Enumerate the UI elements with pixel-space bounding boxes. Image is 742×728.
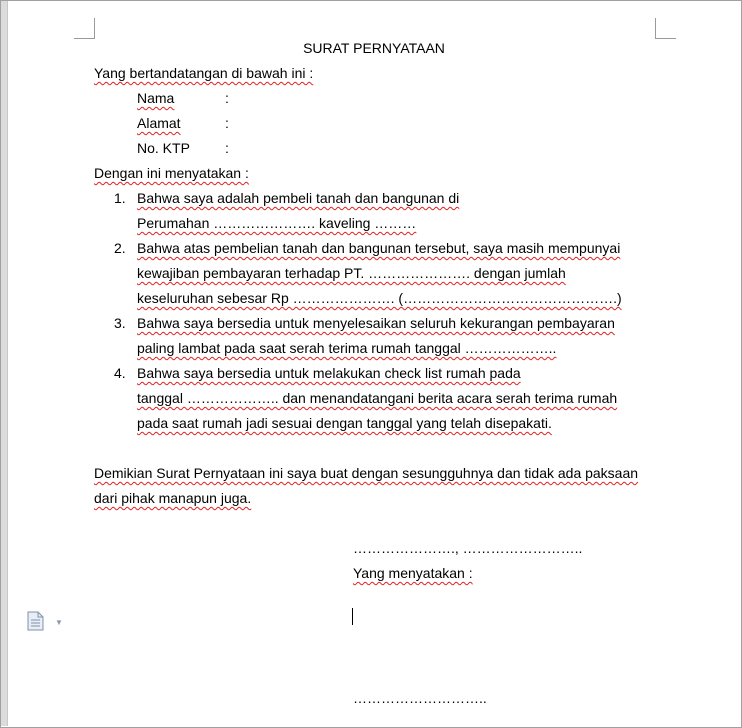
document-page[interactable] — [94, 36, 654, 711]
field-nama: Nama : — [94, 86, 654, 111]
declare-text: Dengan ini menyatakan : — [94, 165, 249, 181]
left-margin-bar — [1, 1, 8, 726]
margin-corner-top-left — [74, 18, 95, 39]
paste-options-icon[interactable] — [27, 611, 45, 631]
field-ktp: No. KTP : — [94, 136, 654, 161]
closing-line-2: dari pihak manapun juga. — [94, 490, 252, 506]
text-cursor — [352, 608, 353, 625]
margin-corner-top-right — [655, 18, 676, 39]
field-label: Alamat — [137, 115, 181, 131]
field-alamat: Alamat : — [94, 111, 654, 136]
dropdown-arrow-icon[interactable]: ▼ — [55, 618, 63, 627]
place-date: …………………., …………………….. — [353, 540, 583, 556]
signer-label: Yang menyatakan : — [353, 565, 473, 581]
list-item-3: 3. Bahwa saya bersedia untuk menyelesaikan seluruh kekurangan pembayaran paling lambat pada saat serah terima rumah tanggal ……………….. — [114, 315, 615, 356]
list-item-4: 4. Bahwa saya bersedia untuk melakukan check list rumah pada tanggal ……………….. dan menandatangani berita acara serah terima rumah pada saat rumah jadi sesuai dengan tanggal yang telah disepakati. — [114, 365, 618, 431]
field-label: No. KTP — [137, 140, 190, 156]
field-label: Nama — [137, 90, 175, 106]
list-item-2: 2. Bahwa atas pembelian tanah dan bangunan tersebut, saya masih mempunyai kewajiban pembayaran terhadap PT. …………………. dengan jumlah keseluruhan sebesar Rp …………………. (……………………………………….) — [114, 240, 622, 306]
doc-title: SURAT PERNYATAAN — [303, 40, 445, 56]
intro-text: Yang bertandatangan di bawah ini : — [94, 65, 314, 81]
signature-line: ……………………….. — [353, 690, 487, 706]
closing-line-1: Demikian Surat Pernyataan ini saya buat dengan sesungguhnya dan tidak ada paksaan — [94, 465, 639, 481]
list-item-1: 1. Bahwa saya adalah pembeli tanah dan bangunan di Perumahan …………………. kaveling ……… — [114, 190, 460, 231]
